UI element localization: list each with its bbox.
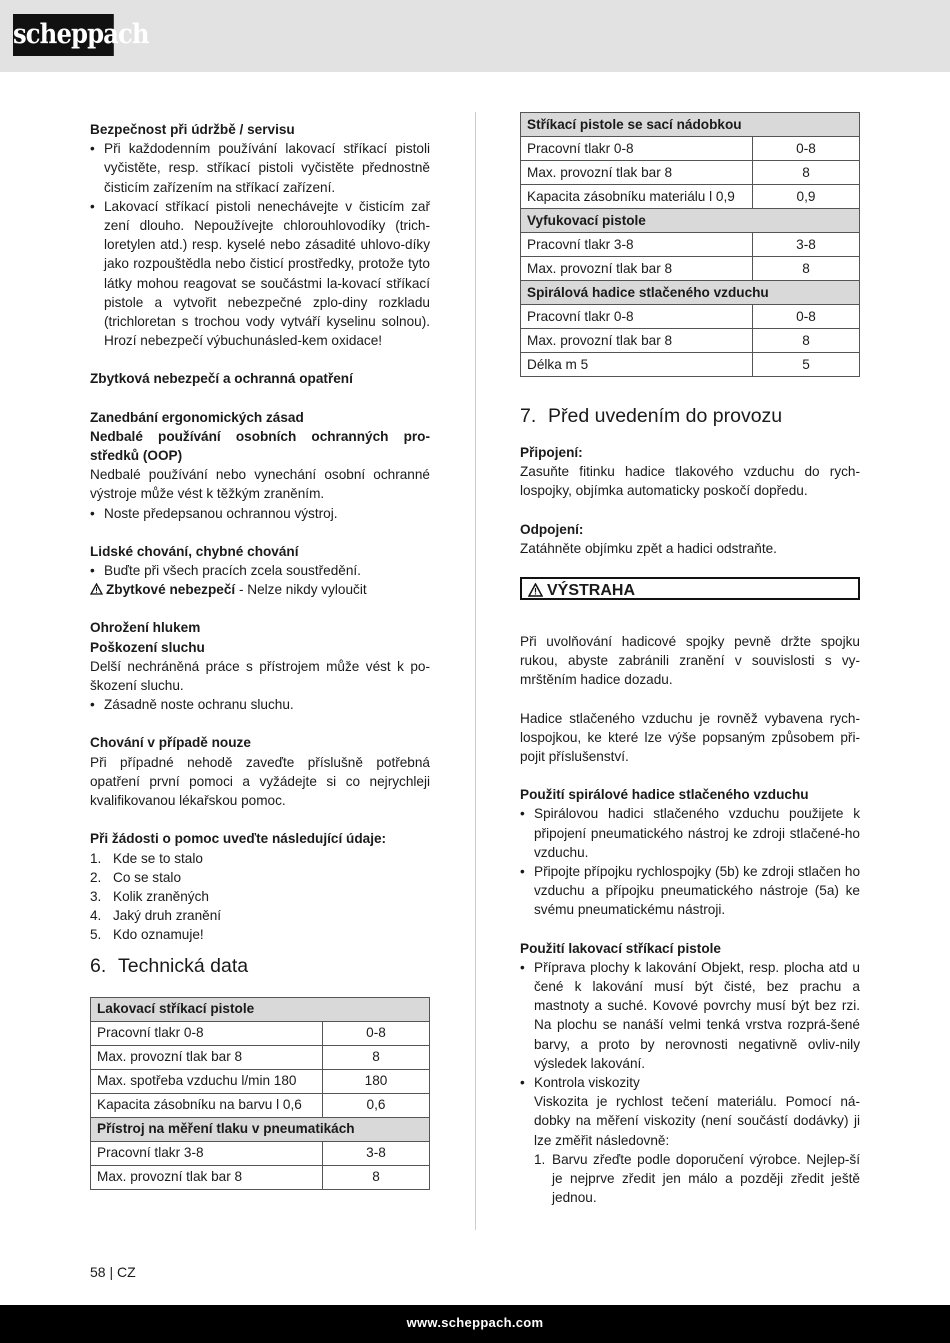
noise-text: Delší nechráněná práce s přístrojem může vést k po-škození sluchu. xyxy=(90,658,430,694)
table-row xyxy=(521,185,860,209)
page-number: 58 | CZ xyxy=(90,1264,136,1280)
table-row xyxy=(521,329,860,353)
maintenance-heading: Bezpečnost při údržbě / servisu xyxy=(90,122,295,137)
table-cell-label: Pracovní tlakr 3-8 xyxy=(521,233,753,257)
table-row xyxy=(521,161,860,185)
table-group-row xyxy=(91,997,430,1021)
table-cell-label: Max. provozní tlak bar 8 xyxy=(91,1165,323,1189)
list-item: 3. Kolik zraněných xyxy=(90,888,209,904)
table-row xyxy=(91,1141,430,1165)
table-cell-label: Délka m 5 xyxy=(521,353,753,377)
table-cell-label: Max. provozní tlak bar 8 xyxy=(521,329,753,353)
table-cell-label: Kapacita zásobníku na barvu l 0,6 xyxy=(91,1093,323,1117)
warning-text-2: Hadice stlačeného vzduchu je rovněž vybavena rych-lospojkou, ke které lze výše popsaným způsobem při-pojit příslušenství. xyxy=(520,710,860,765)
connect-heading: Připojení: xyxy=(520,445,583,460)
table-cell-label: Max. provozní tlak bar 8 xyxy=(521,257,753,281)
table-row xyxy=(91,1045,430,1069)
table-cell-value: 0-8 xyxy=(323,1021,430,1045)
list-item: • Noste předepsanou ochrannou výstroj. xyxy=(90,505,338,521)
residual-risk-note: Zbytkové nebezpečí - Nelze nikdy vyloučit xyxy=(90,580,430,599)
disconnect-heading: Odpojení: xyxy=(520,521,584,537)
column-divider xyxy=(475,112,476,1230)
table-cell-label: Max. provozní tlak bar 8 xyxy=(521,161,753,185)
table-cell-value: 3-8 xyxy=(323,1141,430,1165)
table-row xyxy=(91,1021,430,1045)
list-item: • Buďte při všech pracích zcela soustředění. xyxy=(90,563,361,579)
table-row xyxy=(521,233,860,257)
table-group-row xyxy=(521,209,860,233)
list-item: • Spirálovou hadici stlačeného vzduchu použijete k připojení pneumatického nástroj ke zdroji stlačené-ho vzduchu. xyxy=(520,806,860,860)
table-group-label: Vyfukovací pistole xyxy=(521,209,860,233)
list-item: • Zásadně noste ochranu sluchu. xyxy=(90,697,294,713)
table-cell-value: 8 xyxy=(753,329,860,353)
table-cell-label: Pracovní tlakr 0-8 xyxy=(521,305,753,329)
table-cell-value: 0,9 xyxy=(753,185,860,209)
list-item: • Kontrola viskozity xyxy=(520,1075,640,1091)
table-cell-label: Kapacita zásobníku materiálu l 0,9 xyxy=(521,185,753,209)
page-header xyxy=(0,0,950,72)
table-cell-value: 8 xyxy=(753,257,860,281)
table-cell-value: 5 xyxy=(753,353,860,377)
list-item: 2. Co se stalo xyxy=(90,869,182,885)
website-link[interactable]: www.scheppach.com xyxy=(406,1315,544,1330)
list-item: • Připojte přípojku rychlospojky (5b) ke zdroji stlačen ho vzduchu a přípojku pneumatického nástroje (5a) ke svému pneumatickému nástroji. xyxy=(520,864,860,918)
table-cell-value: 8 xyxy=(753,161,860,185)
viscosity-text: Viskozita je rychlost tečení materiálu. Pomocí ná-dobky na měření viskozity (není součástí dodávky) ji lze změřit následovně: xyxy=(534,1094,860,1148)
right-column xyxy=(520,112,860,1208)
table-group-row xyxy=(91,1117,430,1141)
table-group-row xyxy=(521,281,860,305)
hearing-damage-subheading: Poškození sluchu xyxy=(90,639,205,655)
table-row xyxy=(521,353,860,377)
warning-box: VÝSTRAHA xyxy=(520,577,860,600)
warning-triangle-icon xyxy=(528,583,543,597)
disconnect-text: Zatáhněte objímku zpět a hadici odstraňte. xyxy=(520,540,777,556)
list-item: 1. Kde se to stalo xyxy=(90,850,203,866)
paint-gun-heading: Použití lakovací stříkací pistole xyxy=(520,940,721,956)
residual-risks-heading: Zbytková nebezpečí a ochranná opatření xyxy=(90,371,353,387)
table-row xyxy=(91,1093,430,1117)
human-behaviour-heading: Lidské chování, chybné chování xyxy=(90,543,299,559)
ppe-text: Nedbalé používání nebo vynechání osobní ochranné výstroje může vést k těžkým zraněním. xyxy=(90,467,430,502)
table-row xyxy=(521,257,860,281)
table-cell-label: Max. spotřeba vzduchu l/min 180 xyxy=(91,1069,323,1093)
table-cell-label: Pracovní tlakr 3-8 xyxy=(91,1141,323,1165)
table-group-row xyxy=(521,113,860,137)
spiral-hose-heading: Použití spirálové hadice stlačeného vzduchu xyxy=(520,787,809,803)
list-item: • Příprava plochy k lakování Objekt, resp. plocha atd u čené k lakování musí být čisté, bez prachu a mastnoty a suché. Kovové povrchy musí být bez rzi. Na plochu se nanáší velmi tenká vrstva rozprá-šené barvy, a proto by nerovnosti negativně ovliv-nily výsledek lakování. xyxy=(520,959,860,1071)
left-column xyxy=(90,120,430,1190)
warning-triangle-icon xyxy=(90,583,103,595)
section-6-title: 6. Technická data xyxy=(90,954,249,977)
emergency-text: Při případné nehodě zaveďte příslušně potřebná opatření první pomoci a vyžádejte si co nejrychleji kvalifikovanou lékařskou pomoc. xyxy=(90,754,430,809)
tech-data-table-1 xyxy=(90,997,430,1190)
table-group-label: Spirálová hadice stlačeného vzduchu xyxy=(521,281,860,305)
table-cell-label: Pracovní tlakr 0-8 xyxy=(91,1021,323,1045)
table-row xyxy=(521,305,860,329)
tech-data-table-2 xyxy=(520,112,860,377)
ppe-subheading: Nedbalé používání osobních ochranných pro-středků (OOP) xyxy=(90,428,430,464)
noise-heading: Ohrožení hlukem xyxy=(90,620,201,636)
list-item: 5. Kdo oznamuje! xyxy=(90,927,204,943)
table-cell-label: Max. provozní tlak bar 8 xyxy=(91,1045,323,1069)
list-item: 4. Jaký druh zranění xyxy=(90,908,222,924)
table-group-label: Lakovací stříkací pistole xyxy=(91,997,430,1021)
scheppach-logo: scheppach xyxy=(13,14,114,56)
connect-text: Zasuňte fitinku hadice tlakového vzduchu do rych-lospojky, objímka automaticky poskočí dopředu. xyxy=(520,464,860,499)
table-cell-value: 0-8 xyxy=(753,305,860,329)
table-row xyxy=(91,1165,430,1189)
table-row xyxy=(521,137,860,161)
list-item: • Lakovací stříkací pistoli nenechávejte v čisticím zař zení dlouho. Nepoužívejte chlorouhlovodíky (trich-loretylen atd.) resp. kyselé nebo zásadité uhlovo-díky jako rozpouštědla nebo čisticí prostředky, protože tyto látky mohou reagovat se součástmi la-kovací stříkací pistole a vytvořit nebezpečné zplo-diny rozkladu (trichloretan s trochou vody vytváří kyselinu solnou). Hrozí nebezpečí výbuchunásled-kem oxidace! xyxy=(90,198,430,349)
table-cell-value: 8 xyxy=(323,1045,430,1069)
table-cell-value: 3-8 xyxy=(753,233,860,257)
help-request-heading: Při žádosti o pomoc uveďte následující údaje: xyxy=(90,831,387,847)
table-cell-value: 180 xyxy=(323,1069,430,1093)
table-cell-value: 0,6 xyxy=(323,1093,430,1117)
ergonomic-heading: Zanedbání ergonomických zásad xyxy=(90,409,304,425)
emergency-heading: Chování v případě nouze xyxy=(90,735,251,751)
table-row xyxy=(91,1069,430,1093)
table-cell-label: Pracovní tlakr 0-8 xyxy=(521,137,753,161)
table-cell-value: 0-8 xyxy=(753,137,860,161)
list-item: • Při každodenním používání lakovací stříkací pistoli vyčistěte, resp. stříkací pistoli vyčistěte přednostně čisticím zařízením na stříkací zařízení. xyxy=(90,141,430,195)
list-item: 1. Barvu zřeďte podle doporučení výrobce. Nejlep-ší je nejprve zředit jen málo a později zředit ještě jednou. xyxy=(534,1151,860,1206)
table-group-label: Stříkací pistole se sací nádobkou xyxy=(521,113,860,137)
warning-text-1: Při uvolňování hadicové spojky pevně držte spojku rukou, abyste zabránili zranění v souvislosti s vy-mrštěním hadice dozadu. xyxy=(520,634,860,688)
table-cell-value: 8 xyxy=(323,1165,430,1189)
page-footer xyxy=(0,1305,950,1343)
table-group-label: Přístroj na měření tlaku v pneumatikách xyxy=(91,1117,430,1141)
section-7-title: 7. Před uvedením do provozu xyxy=(520,405,783,427)
